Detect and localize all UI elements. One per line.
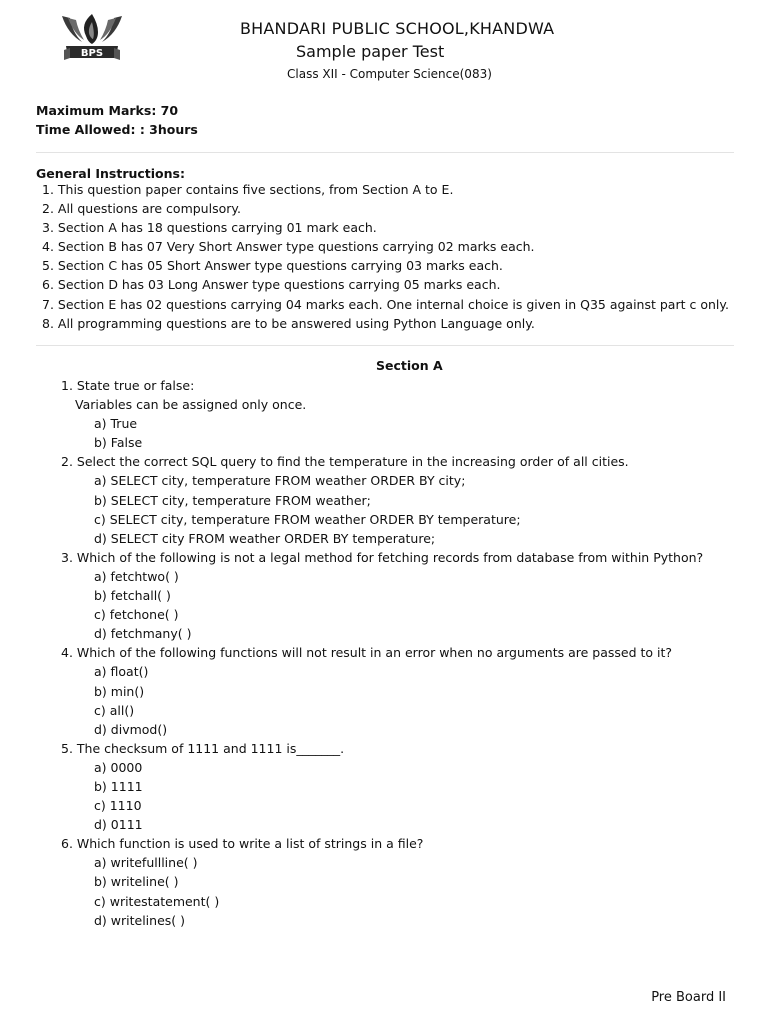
paper-title: Sample paper Test <box>296 42 445 61</box>
option: c) writestatement( ) <box>94 893 220 909</box>
option: c) all() <box>94 702 135 718</box>
school-logo <box>58 12 126 66</box>
question-text: 6. Which function is used to write a list of strings in a file? <box>61 836 424 852</box>
question-text: 1. State true or false: <box>61 378 195 393</box>
option: a) float() <box>94 664 149 680</box>
question-statement: Variables can be assigned only once. <box>75 397 307 413</box>
logo-text: BPS <box>80 48 104 59</box>
instruction-item: 5. Section C has 05 Short Answer type questions carrying 03 marks each. <box>42 258 503 274</box>
question <box>61 376 703 452</box>
instruction-item: 3. Section A has 18 questions carrying 01 mark each. <box>42 220 377 236</box>
option: a) True <box>94 416 138 432</box>
option: a) 0000 <box>94 759 143 775</box>
instruction-item: 7. Section E has 02 questions carrying 04 marks each. One internal choice is given in Q35 against part c only. <box>42 296 729 312</box>
section-title: Section A <box>376 358 443 373</box>
instruction-item: 8. All programming questions are to be answered using Python Language only. <box>42 315 535 331</box>
time-allowed: Time Allowed: : 3hours <box>36 122 198 137</box>
option: b) fetchall( ) <box>94 588 171 604</box>
school-name: BHANDARI PUBLIC SCHOOL,KHANDWA <box>240 19 555 38</box>
instruction-item: 1. This question paper contains five sections, from Section A to E. <box>42 182 454 197</box>
question <box>61 452 703 547</box>
option: a) SELECT city, temperature FROM weather ORDER BY city; <box>94 473 466 489</box>
instructions-list <box>42 180 729 333</box>
option: d) divmod() <box>94 721 168 737</box>
divider <box>36 152 734 153</box>
option: d) fetchmany( ) <box>94 626 192 642</box>
option: c) fetchone( ) <box>94 607 179 623</box>
question-text: 5. The checksum of 1111 and 1111 is_______. <box>61 740 345 756</box>
option: b) 1111 <box>94 778 143 794</box>
question-text: 3. Which of the following is not a legal method for fetching records from database from within Python? <box>61 549 704 565</box>
option: b) min() <box>94 683 145 699</box>
option: a) writefullline( ) <box>94 855 198 871</box>
option: a) fetchtwo( ) <box>94 568 179 584</box>
instruction-item: 2. All questions are compulsory. <box>42 201 241 217</box>
option: b) SELECT city, temperature FROM weather; <box>94 492 371 508</box>
option: c) 1110 <box>94 798 142 814</box>
question-list <box>61 376 703 930</box>
question-text: 2. Select the correct SQL query to find the temperature in the increasing order of all cities. <box>61 454 629 470</box>
question <box>61 643 703 738</box>
instruction-item: 6. Section D has 03 Long Answer type questions carrying 05 marks each. <box>42 277 501 293</box>
option: d) writelines( ) <box>94 912 186 928</box>
class-line: Class XII - Computer Science(083) <box>287 67 492 81</box>
divider <box>36 345 734 346</box>
option: b) writeline( ) <box>94 874 179 890</box>
footer-label: Pre Board II <box>651 990 726 1005</box>
instructions-title: General Instructions: <box>36 166 185 181</box>
option: c) SELECT city, temperature FROM weather ORDER BY temperature; <box>94 511 521 527</box>
option: b) False <box>94 435 143 451</box>
question <box>61 739 703 834</box>
question <box>61 548 703 643</box>
question <box>61 834 703 929</box>
option: d) SELECT city FROM weather ORDER BY temperature; <box>94 530 436 546</box>
max-marks: Maximum Marks: 70 <box>36 103 179 118</box>
instruction-item: 4. Section B has 07 Very Short Answer type questions carrying 02 marks each. <box>42 239 535 255</box>
option: d) 0111 <box>94 817 143 833</box>
question-text: 4. Which of the following functions will not result in an error when no arguments are passed to it? <box>61 645 673 661</box>
